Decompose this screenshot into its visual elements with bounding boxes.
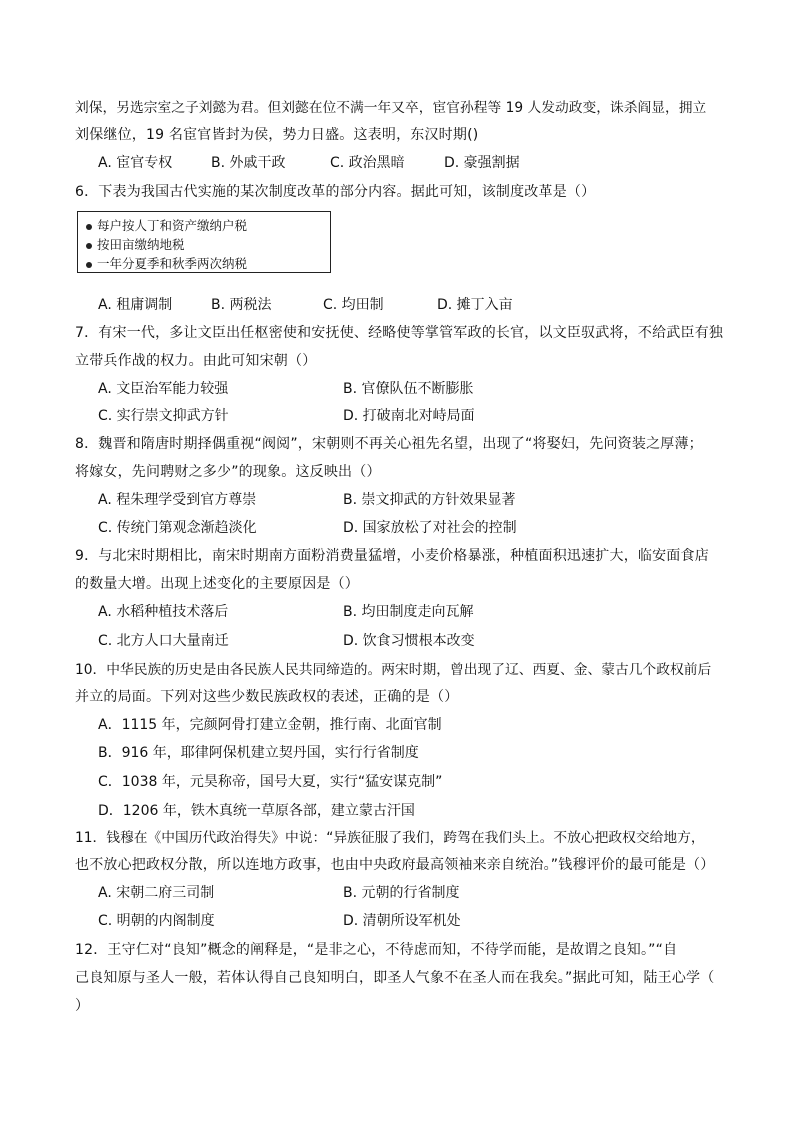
q8-option-d: D. 国家放松了对社会的控制	[343, 520, 517, 536]
q10-option-c: C．1038 年，元昊称帝，国号大夏，实行“猛安谋克制”	[98, 774, 443, 790]
q8-line-2: 将嫁女，先问聘财之多少”的现象。这反映出（）	[75, 464, 381, 480]
q7-option-b: B. 官僚队伍不断膨胀	[343, 381, 474, 397]
q8-option-c: C. 传统门第观念渐趋淡化	[98, 520, 257, 536]
q6-option-b: B. 两税法	[211, 297, 272, 313]
q10-line-1: 10．中华民族的历史是由各民族人民共同缔造的。两宋时期，曾出现了辽、西夏、金、蒙古几个政权前后	[75, 662, 712, 678]
q11-line-1: 11．钱穆在《中国历代政治得失》中说：“异族征服了我们，跨驾在我们头上。不放心把政权交给地方，	[75, 830, 705, 846]
q11-option-c: C. 明朝的内阁制度	[98, 913, 215, 929]
q12-line-3: ）	[75, 998, 90, 1014]
q9-option-d: D. 饮食习惯根本改变	[343, 633, 475, 649]
q10-line-2: 并立的局面。下列对这些少数民族政权的表述，正确的是（）	[75, 689, 459, 705]
q9-option-c: C. 北方人口大量南迁	[98, 633, 229, 649]
q5-option-b: B. 外戚干政	[211, 155, 286, 171]
q9-line-2: 的数量大增。出现上述变化的主要原因是（）	[75, 576, 359, 592]
q11-option-d: D. 清朝所设军机处	[343, 913, 461, 929]
q5-line-2: 刘保继位，19 名宦官皆封为侯，势力日盛。这表明，东汉时期()	[75, 127, 479, 143]
q7-option-d: D. 打破南北对峙局面	[343, 408, 475, 424]
q5-option-c: C. 政治黑暗	[330, 155, 405, 171]
q8-option-a: A. 程朱理学受到官方尊崇	[98, 492, 257, 508]
q11-option-b: B. 元朝的行省制度	[343, 885, 460, 901]
q12-line-1: 12．王守仁对“良知”概念的阐释是，“是非之心，不待虑而知，不待学而能，是故谓之良知。”“自	[75, 942, 678, 958]
q11-option-a: A. 宋朝二府三司制	[98, 885, 215, 901]
q7-option-c: C. 实行崇文抑武方针	[98, 408, 229, 424]
q6-table-row: 每户按人丁和资产缴纳户税	[86, 216, 322, 235]
q7-line-1: 7．有宋一代，多让文臣出任枢密使和安抚使、经略使等掌管军政的长官，以文臣驭武将，不给武臣有独	[75, 325, 724, 341]
q5-option-a: A. 宦官专权	[98, 155, 173, 171]
q10-option-b: B．916 年，耶律阿保机建立契丹国，实行行省制度	[98, 745, 419, 761]
q8-line-1: 8．魏晋和隋唐时期择偶重视“阀阅”，宋朝则不再关心祖先名望，出现了“将娶妇，先问资装之厚薄；	[75, 436, 703, 452]
q6-stem: 6．下表为我国古代实施的某次制度改革的部分内容。据此可知，该制度改革是（）	[75, 184, 596, 200]
q7-option-a: A. 文臣治军能力较强	[98, 381, 229, 397]
q9-line-1: 9．与北宋时期相比，南宋时期南方面粉消费量猛增，小麦价格暴涨，种植面积迅速扩大，临安面食店	[75, 548, 709, 564]
q6-table-row: 按田亩缴纳地税	[86, 235, 322, 254]
q9-option-a: A. 水稻种植技术落后	[98, 604, 229, 620]
q6-option-c: C. 均田制	[323, 297, 384, 313]
q8-option-b: B. 崇文抑武的方针效果显著	[343, 492, 516, 508]
q10-option-a: A．1115 年，完颜阿骨打建立金朝，推行南、北面官制	[98, 717, 442, 733]
q6-table-row: 一年分夏季和秋季两次纳税	[86, 254, 322, 273]
q11-line-2: 也不放心把政权分散，所以连地方政事，也由中央政府最高领袖来亲自统治。”钱穆评价的最可能是（）	[75, 857, 715, 873]
q5-option-d: D. 豪强割据	[444, 155, 520, 171]
q12-line-2: 己良知原与圣人一般，若体认得自己良知明白，即圣人气象不在圣人而在我矣。”据此可知，陆王心学（	[75, 970, 715, 986]
q7-line-2: 立带兵作战的权力。由此可知宋朝（）	[75, 353, 317, 369]
q10-option-d: D．1206 年，铁木真统一草原各部，建立蒙古汗国	[98, 803, 415, 819]
q5-line-1: 刘保，另选宗室之子刘懿为君。但刘懿在位不满一年又卒，宦官孙程等 19 人发动政变，诛杀阎显，拥立	[75, 100, 707, 116]
q9-option-b: B. 均田制度走向瓦解	[343, 604, 474, 620]
q6-table	[77, 211, 331, 273]
q6-option-d: D. 摊丁入亩	[437, 297, 513, 313]
q6-option-a: A. 租庸调制	[98, 297, 173, 313]
